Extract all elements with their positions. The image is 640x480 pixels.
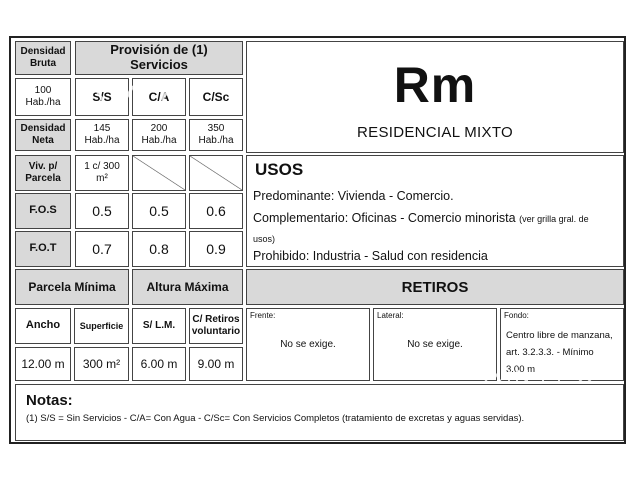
notas-panel [15,384,624,441]
fot-csc: 0.9 [189,231,243,267]
usos-title: USOS [255,160,304,179]
retiros-fondo-label: Fondo: [504,311,529,320]
retiros-frente-value: No se exige. [280,339,336,350]
col-header-ca: C/A [132,78,186,116]
retiros-title: RETIROS [246,269,624,305]
retiros-lateral-value: No se exige. [407,339,463,350]
fos-label: F.O.S [15,193,71,229]
provision-title: Provisión de (1) Servicios [75,41,243,75]
altura-retiros-label: C/ Retiros voluntario [189,308,243,344]
altura-retiros-value: 9.00 m [189,347,243,381]
retiros-lateral [373,308,497,381]
retiros-frente [246,308,370,381]
usos-complementario-note: (ver grilla gral. de [519,214,589,224]
fos-ca: 0.5 [132,193,186,229]
fos-ss: 0.5 [75,193,129,229]
retiros-fondo-text [506,327,613,378]
usos-prohibido [253,249,488,263]
usos-predominante-text: Predominante: Vivienda - Comercio. [253,189,454,203]
densidad-bruta-value: 100 Hab./ha [15,78,71,116]
densidad-bruta-label: Densidad Bruta [15,41,71,75]
retiros-fondo-line3: 3.00 m [506,364,536,375]
col-header-ss: S/S [75,78,129,116]
usos-complementario-text: Complementario: Oficinas - Comercio minorista [253,211,516,225]
retiros-fondo-line1: Centro libre de manzana, [506,330,613,341]
usos-complementario-note-cont: usos) [253,234,276,244]
densidad-neta-ss: 145 Hab./ha [75,119,129,151]
notas-title: Notas: [26,392,73,409]
fot-ca: 0.8 [132,231,186,267]
altura-slm-label: S/ L.M. [132,308,186,344]
viviendas-parcela-label: Viv. p/ Parcela [15,155,71,191]
usos-panel [246,155,624,267]
densidad-neta-label: Densidad Neta [15,119,71,151]
viviendas-parcela-csc-empty [189,155,243,191]
retiros-fondo-line2: art. 3.2.3.3. - Mínimo [506,347,594,358]
parcela-superficie-label: Superficie [74,308,129,344]
fot-label: F.O.T [15,231,71,267]
zone-name: RESIDENCIAL MIXTO [357,123,513,141]
zoning-sheet [9,36,626,444]
zone-header [246,41,624,153]
densidad-neta-csc: 350 Hab./ha [189,119,243,151]
altura-slm-value: 6.00 m [132,347,186,381]
col-header-csc: C/Sc [189,78,243,116]
retiros-fondo [500,308,624,381]
usos-complementario [253,211,589,225]
usos-predominante [253,189,454,203]
fos-csc: 0.6 [189,193,243,229]
densidad-neta-ca: 200 Hab./ha [132,119,186,151]
parcela-ancho-value: 12.00 m [15,347,71,381]
viviendas-parcela-ss: 1 c/ 300 m² [75,155,129,191]
parcela-superficie-value: 300 m² [74,347,129,381]
retiros-lateral-label: Lateral: [377,311,404,320]
parcela-minima-title: Parcela Mínima [15,269,129,305]
retiros-frente-label: Frente: [250,311,276,320]
viviendas-parcela-ca-empty [132,155,186,191]
notas-text: (1) S/S = Sin Servicios - C/A= Con Agua - C/Sc= Con Servicios Completos (tratamiento de excretas y aguas servidas). [26,413,525,424]
altura-maxima-title: Altura Máxima [132,269,243,305]
zone-code: Rm [393,56,477,113]
usos-prohibido-text: Prohibido: Industria - Salud con residencia [253,249,488,263]
fot-ss: 0.7 [75,231,129,267]
parcela-ancho-label: Ancho [15,308,71,344]
